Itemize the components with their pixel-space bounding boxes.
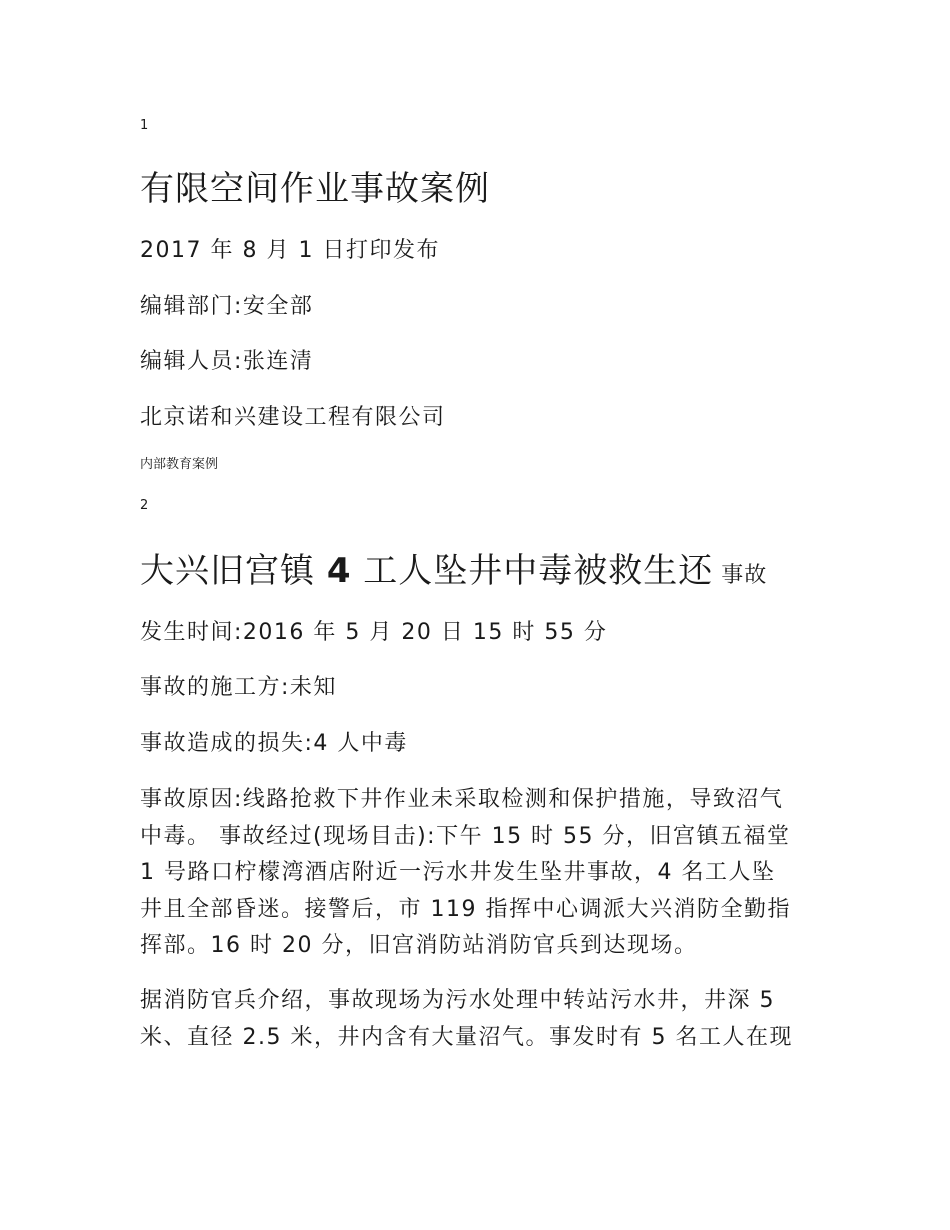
cause-line: 事故原因:线路抢救下井作业未采取检测和保护措施，导致沼气 <box>140 787 784 812</box>
accident-constructor: 事故的施工方:未知 <box>140 675 337 700</box>
detail-line: 据消防官兵介绍，事故现场为污水处理中转站污水井，井深 5 <box>140 988 775 1013</box>
case-title-part-a: 大兴旧宫镇 <box>140 551 327 591</box>
accident-loss: 事故造成的损失:4 人中毒 <box>140 731 408 756</box>
cause-line: 挥部。16 时 20 分，旧宫消防站消防官兵到达现场。 <box>140 933 698 958</box>
print-date: 2017 年 8 月 1 日打印发布 <box>140 238 440 263</box>
company-name: 北京诺和兴建设工程有限公司 <box>140 405 446 430</box>
editor-department: 编辑部门:安全部 <box>140 294 314 319</box>
accident-time: 发生时间:2016 年 5 月 20 日 15 时 55 分 <box>140 620 608 645</box>
cause-line: 1 号路口柠檬湾酒店附近一污水井发生坠井事故，4 名工人坠 <box>140 860 776 885</box>
internal-note: 内部教育案例 <box>140 457 219 472</box>
detail-line: 米、直径 2.5 米，井内含有大量沼气。事发时有 5 名工人在现 <box>140 1024 793 1050</box>
case-title-part-b: 工人坠井中毒被救生还 <box>351 551 714 591</box>
case-title-number: 4 <box>326 551 352 591</box>
accident-cause-paragraph <box>140 782 810 965</box>
accident-detail-paragraph <box>140 983 810 1056</box>
editor-person: 编辑人员:张连清 <box>140 349 314 374</box>
cause-line: 中毒。 事故经过(现场目击):下午 15 时 55 分，旧宫镇五福堂 <box>140 823 791 849</box>
case-title-tail: 事故 <box>721 563 768 588</box>
page-number-2: 2 <box>140 498 149 513</box>
case-title <box>140 550 840 597</box>
cause-line: 井且全部昏迷。接警后，市 119 指挥中心调派大兴消防全勤指 <box>140 896 791 922</box>
page-number-1: 1 <box>140 118 149 133</box>
document-title: 有限空间作业事故案例 <box>140 169 490 209</box>
